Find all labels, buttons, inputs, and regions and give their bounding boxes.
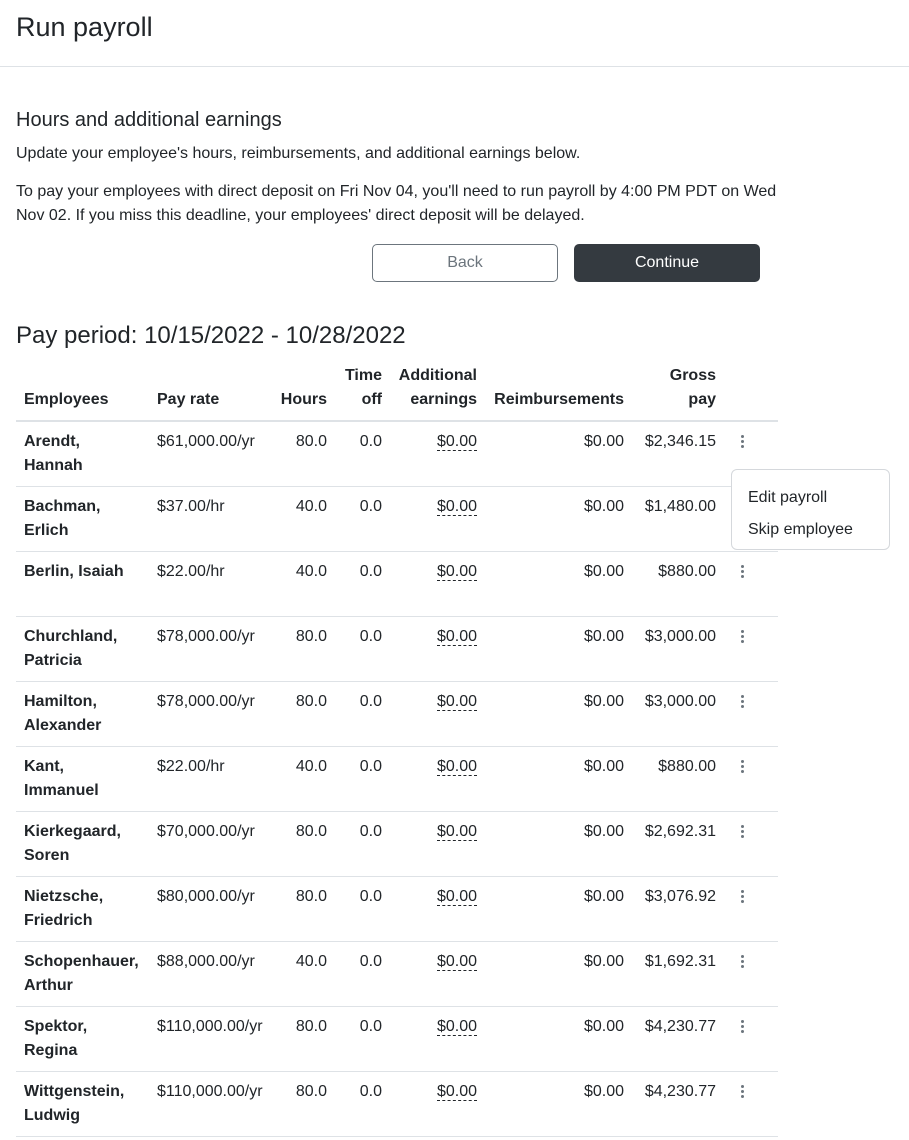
row-actions-cell bbox=[724, 682, 778, 747]
employee-name-line1: Wittgenstein, bbox=[24, 1083, 125, 1100]
employee-name bbox=[16, 421, 149, 487]
employee-name bbox=[16, 682, 149, 747]
menu-item-edit-payroll[interactable]: Edit payroll bbox=[748, 489, 828, 506]
additional-earnings-link[interactable]: $0.00 bbox=[436, 433, 477, 450]
table-row bbox=[16, 1007, 778, 1072]
time-off: 0.0 bbox=[335, 942, 390, 1007]
deadline-notice: To pay your employees with direct deposit on Fri Nov 04, you'll need to run payroll by 4:00 PM PDT on Wed Nov 02. If you miss this deadline, your employees' direct deposit will be delayed. bbox=[16, 183, 777, 224]
pay-rate: $88,000.00/yr bbox=[149, 942, 272, 1007]
reimbursements: $0.00 bbox=[485, 421, 632, 487]
additional-earnings-cell bbox=[390, 1007, 485, 1072]
employee-name bbox=[16, 812, 149, 877]
employee-name bbox=[16, 942, 149, 1007]
row-actions-cell bbox=[724, 1072, 778, 1137]
pay-rate: $37.00/hr bbox=[149, 487, 272, 552]
header-gross-line2: pay bbox=[688, 391, 716, 408]
row-actions-cell bbox=[724, 942, 778, 1007]
additional-earnings-cell bbox=[390, 942, 485, 1007]
gross-pay: $1,480.00 bbox=[632, 487, 724, 552]
table-row bbox=[16, 682, 778, 747]
reimbursements: $0.00 bbox=[485, 1007, 632, 1072]
additional-earnings-cell bbox=[390, 682, 485, 747]
employee-name-line1: Kierkegaard, bbox=[24, 823, 121, 840]
hours: 40.0 bbox=[272, 552, 335, 617]
header-hours: Hours bbox=[272, 364, 335, 421]
row-actions-cell bbox=[724, 1007, 778, 1072]
reimbursements: $0.00 bbox=[485, 617, 632, 682]
additional-earnings-link[interactable]: $0.00 bbox=[436, 758, 477, 775]
additional-earnings-link[interactable]: $0.00 bbox=[436, 1083, 477, 1100]
back-button[interactable]: Back bbox=[372, 244, 558, 282]
employee-name-line2: Regina bbox=[24, 1042, 78, 1059]
header-pay-rate: Pay rate bbox=[149, 364, 272, 421]
row-actions-menu bbox=[731, 469, 890, 550]
reimbursements: $0.00 bbox=[485, 1072, 632, 1137]
employee-name-line2: Friedrich bbox=[24, 912, 93, 929]
header-gross-pay bbox=[632, 364, 724, 421]
section-description: Update your employee's hours, reimbursements, and additional earnings below. bbox=[16, 145, 581, 162]
hours: 40.0 bbox=[272, 942, 335, 1007]
employee-name-line2: Ludwig bbox=[24, 1107, 80, 1124]
page-title: Run payroll bbox=[16, 12, 153, 42]
employee-name bbox=[16, 1072, 149, 1137]
employee-name-line2: Alexander bbox=[24, 717, 102, 734]
section-title: Hours and additional earnings bbox=[16, 109, 282, 131]
time-off: 0.0 bbox=[335, 421, 390, 487]
table-row bbox=[16, 747, 778, 812]
time-off: 0.0 bbox=[335, 487, 390, 552]
employee-name bbox=[16, 747, 149, 812]
header-gross-line1: Gross bbox=[669, 367, 716, 384]
employee-name-line2: Patricia bbox=[24, 652, 82, 669]
hours: 80.0 bbox=[272, 617, 335, 682]
kebab-vertical-icon[interactable] bbox=[732, 1018, 752, 1035]
employee-name-line2: Arthur bbox=[24, 977, 73, 994]
employee-name bbox=[16, 487, 149, 552]
table-row bbox=[16, 1072, 778, 1137]
gross-pay: $880.00 bbox=[632, 552, 724, 617]
menu-item-skip-employee[interactable]: Skip employee bbox=[748, 521, 853, 538]
employee-name-line2: Soren bbox=[24, 847, 70, 864]
time-off: 0.0 bbox=[335, 812, 390, 877]
kebab-vertical-icon[interactable] bbox=[732, 693, 752, 710]
employee-name-line1: Bachman, bbox=[24, 498, 101, 515]
gross-pay: $3,076.92 bbox=[632, 877, 724, 942]
gross-pay: $880.00 bbox=[632, 747, 724, 812]
employee-name-line2: Hannah bbox=[24, 457, 83, 474]
pay-period-title: Pay period: 10/15/2022 - 10/28/2022 bbox=[16, 322, 406, 349]
additional-earnings-link[interactable]: $0.00 bbox=[436, 823, 477, 840]
kebab-vertical-icon[interactable] bbox=[732, 953, 752, 970]
table-header-row bbox=[16, 364, 778, 421]
row-actions-cell bbox=[724, 747, 778, 812]
time-off: 0.0 bbox=[335, 747, 390, 812]
reimbursements: $0.00 bbox=[485, 682, 632, 747]
hours: 80.0 bbox=[272, 812, 335, 877]
pay-rate: $78,000.00/yr bbox=[149, 617, 272, 682]
additional-earnings-cell bbox=[390, 747, 485, 812]
hours: 40.0 bbox=[272, 487, 335, 552]
hours: 40.0 bbox=[272, 747, 335, 812]
additional-earnings-link[interactable]: $0.00 bbox=[436, 953, 477, 970]
header-actions bbox=[724, 364, 778, 421]
employee-name-line2: Erlich bbox=[24, 522, 69, 539]
employee-name bbox=[16, 1007, 149, 1072]
pay-rate: $22.00/hr bbox=[149, 747, 272, 812]
additional-earnings-cell bbox=[390, 877, 485, 942]
reimbursements: $0.00 bbox=[485, 487, 632, 552]
header-reimbursements: Reimbursements bbox=[485, 364, 632, 421]
time-off: 0.0 bbox=[335, 877, 390, 942]
page-header bbox=[0, 0, 909, 67]
gross-pay: $3,000.00 bbox=[632, 617, 724, 682]
employee-name-line1: Kant, bbox=[24, 758, 64, 775]
pay-rate: $78,000.00/yr bbox=[149, 682, 272, 747]
hours: 80.0 bbox=[272, 682, 335, 747]
employee-name bbox=[16, 877, 149, 942]
hours: 80.0 bbox=[272, 1007, 335, 1072]
gross-pay: $2,692.31 bbox=[632, 812, 724, 877]
reimbursements: $0.00 bbox=[485, 552, 632, 617]
time-off: 0.0 bbox=[335, 682, 390, 747]
employee-name-line1: Churchland, bbox=[24, 628, 118, 645]
header-employees: Employees bbox=[16, 364, 149, 421]
table-row bbox=[16, 812, 778, 877]
row-actions-cell bbox=[724, 617, 778, 682]
gross-pay: $1,692.31 bbox=[632, 942, 724, 1007]
pay-rate: $61,000.00/yr bbox=[149, 421, 272, 487]
additional-earnings-link[interactable]: $0.00 bbox=[436, 628, 477, 645]
pay-rate: $80,000.00/yr bbox=[149, 877, 272, 942]
hours: 80.0 bbox=[272, 1072, 335, 1137]
payroll-table bbox=[16, 364, 778, 1137]
header-time-off-line1: Time bbox=[344, 367, 382, 384]
reimbursements: $0.00 bbox=[485, 942, 632, 1007]
additional-earnings-cell bbox=[390, 487, 485, 552]
reimbursements: $0.00 bbox=[485, 877, 632, 942]
table-row bbox=[16, 421, 778, 487]
employee-name-line1: Spektor, bbox=[24, 1018, 88, 1035]
kebab-vertical-icon[interactable] bbox=[732, 628, 752, 645]
kebab-vertical-icon[interactable] bbox=[732, 1083, 752, 1100]
table-row bbox=[16, 552, 778, 617]
table-row bbox=[16, 942, 778, 1007]
header-additional-earnings bbox=[390, 364, 485, 421]
additional-earnings-link[interactable]: $0.00 bbox=[436, 498, 477, 515]
additional-earnings-link[interactable]: $0.00 bbox=[436, 888, 477, 905]
employee-name-line1: Schopenhauer, bbox=[24, 953, 139, 970]
gross-pay: $4,230.77 bbox=[632, 1072, 724, 1137]
additional-earnings-cell bbox=[390, 812, 485, 877]
employee-name-line1: Hamilton, bbox=[24, 693, 97, 710]
table-row bbox=[16, 617, 778, 682]
time-off: 0.0 bbox=[335, 552, 390, 617]
kebab-vertical-icon[interactable] bbox=[732, 433, 752, 450]
reimbursements: $0.00 bbox=[485, 812, 632, 877]
gross-pay: $2,346.15 bbox=[632, 421, 724, 487]
table-row bbox=[16, 877, 778, 942]
row-actions-cell bbox=[724, 877, 778, 942]
additional-earnings-cell bbox=[390, 421, 485, 487]
kebab-vertical-icon[interactable] bbox=[732, 758, 752, 775]
additional-earnings-cell bbox=[390, 617, 485, 682]
employee-name-line2: Immanuel bbox=[24, 782, 99, 799]
row-actions-cell bbox=[724, 812, 778, 877]
header-additional-line1: Additional bbox=[398, 367, 477, 384]
reimbursements: $0.00 bbox=[485, 747, 632, 812]
kebab-vertical-icon[interactable] bbox=[732, 823, 752, 840]
gross-pay: $4,230.77 bbox=[632, 1007, 724, 1072]
header-time-off bbox=[335, 364, 390, 421]
pay-rate: $110,000.00/yr bbox=[149, 1072, 272, 1137]
employee-name-line1: Nietzsche, bbox=[24, 888, 104, 905]
table-row bbox=[16, 487, 778, 552]
kebab-vertical-icon[interactable] bbox=[732, 888, 752, 905]
gross-pay: $3,000.00 bbox=[632, 682, 724, 747]
hours: 80.0 bbox=[272, 421, 335, 487]
additional-earnings-cell bbox=[390, 552, 485, 617]
additional-earnings-link[interactable]: $0.00 bbox=[436, 563, 477, 580]
pay-rate: $110,000.00/yr bbox=[149, 1007, 272, 1072]
time-off: 0.0 bbox=[335, 1007, 390, 1072]
row-actions-cell bbox=[724, 552, 778, 617]
employee-name-line1: Berlin, Isaiah bbox=[24, 563, 124, 580]
header-additional-line2: earnings bbox=[410, 391, 477, 408]
time-off: 0.0 bbox=[335, 1072, 390, 1137]
kebab-vertical-icon[interactable] bbox=[732, 563, 752, 580]
hours: 80.0 bbox=[272, 877, 335, 942]
pay-rate: $70,000.00/yr bbox=[149, 812, 272, 877]
continue-button[interactable]: Continue bbox=[574, 244, 760, 282]
header-time-off-line2: off bbox=[361, 391, 382, 408]
employee-name bbox=[16, 552, 149, 617]
additional-earnings-link[interactable]: $0.00 bbox=[436, 1018, 477, 1035]
additional-earnings-cell bbox=[390, 1072, 485, 1137]
pay-rate: $22.00/hr bbox=[149, 552, 272, 617]
additional-earnings-link[interactable]: $0.00 bbox=[436, 693, 477, 710]
employee-name-line1: Arendt, bbox=[24, 433, 80, 450]
time-off: 0.0 bbox=[335, 617, 390, 682]
employee-name bbox=[16, 617, 149, 682]
